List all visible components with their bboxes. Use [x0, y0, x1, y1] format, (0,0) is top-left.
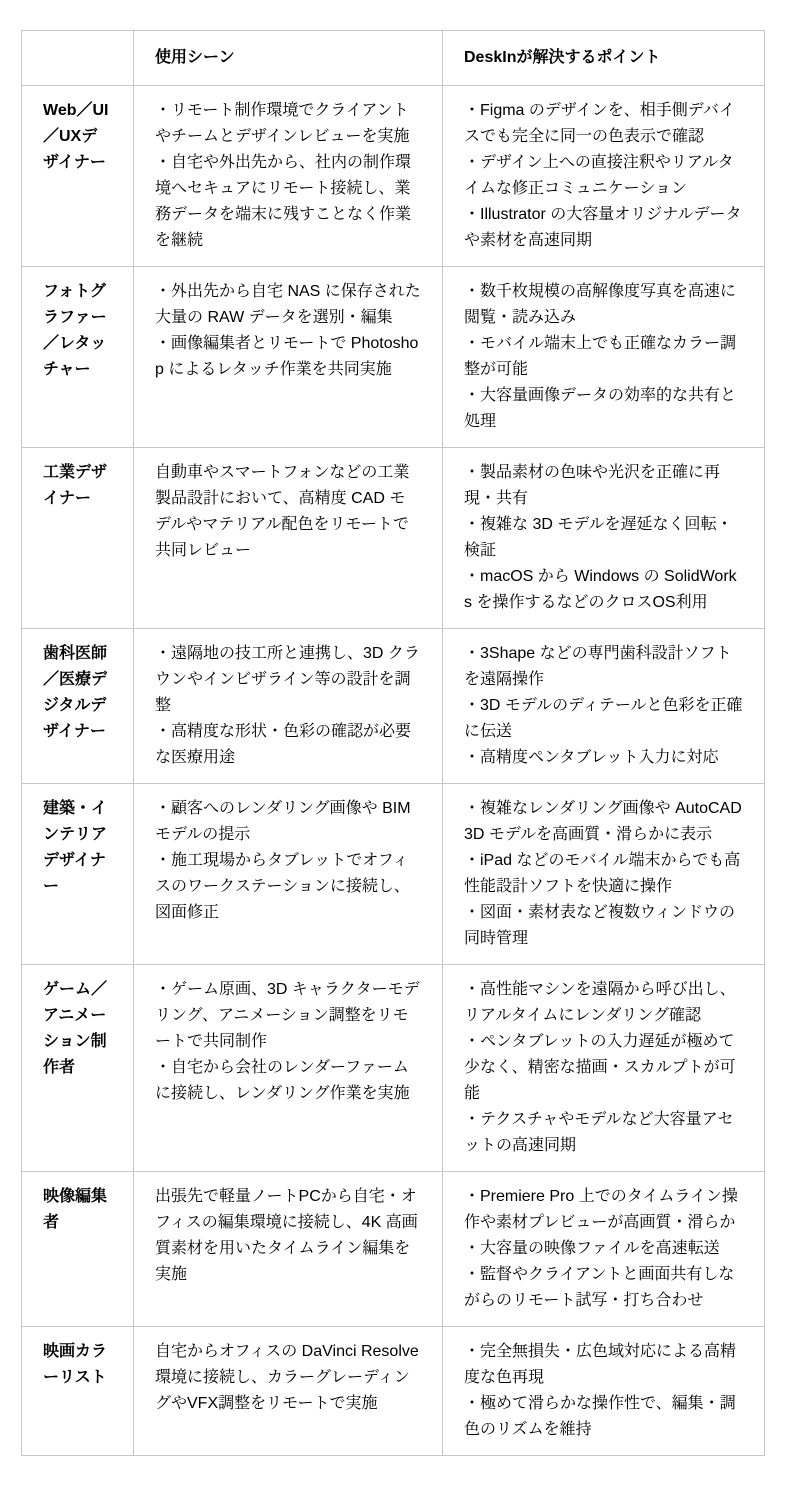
scene-item: ・ゲーム原画、3D キャラクターモデリング、アニメーション調整をリモートで共同制作 — [155, 981, 420, 1050]
scene-item: 自宅からオフィスの DaVinci Resolve 環境に接続し、カラーグレーディングやVFX調整をリモートで実施 — [155, 1343, 419, 1412]
table-header-row — [22, 31, 765, 86]
scene-item: 出張先で軽量ノートPCから自宅・オフィスの編集環境に接続し、4K 高画質素材を用いたタイムライン編集を実施 — [155, 1188, 418, 1283]
usage-scene-cell — [134, 629, 443, 784]
point-item: ・Figma のデザインを、相手側デバイスでも完全に同一の色表示で確認 — [464, 102, 735, 145]
solution-point-cell — [443, 448, 765, 629]
point-item: ・3Shape などの専門歯科設計ソフトを遠隔操作 — [464, 645, 732, 688]
col-header-scenes: 使用シーン — [134, 31, 443, 86]
scene-item: ・自宅や外出先から、社内の制作環境へセキュアにリモート接続し、業務データを端末に残すことなく作業を継続 — [155, 154, 412, 249]
solution-point-cell — [443, 965, 765, 1172]
usage-scene-cell — [134, 267, 443, 448]
point-item: ・高精度ペンタブレット入力に対応 — [464, 749, 719, 766]
col-header-role — [22, 31, 134, 86]
scene-item: ・施工現場からタブレットでオフィスのワークステーションに接続し、図面修正 — [155, 852, 410, 921]
row-label: 歯科医師／医療デジタルデザイナー — [22, 629, 134, 784]
point-item: ・製品素材の色味や光沢を正確に再現・共有 — [464, 464, 721, 507]
point-item: ・大容量画像データの効率的な共有と処理 — [464, 387, 737, 430]
point-item: ・高性能マシンを遠隔から呼び出し、リアルタイムにレンダリング確認 — [464, 981, 736, 1024]
table-row — [22, 1172, 765, 1327]
row-label: 工業デザイナー — [22, 448, 134, 629]
point-item: ・Illustrator の大容量オリジナルデータや素材を高速同期 — [464, 206, 742, 249]
point-item: ・デザイン上への直接注釈やリアルタイムな修正コミュニケーション — [464, 154, 734, 197]
scene-item: ・自宅から会社のレンダーファームに接続し、レンダリング作業を実施 — [155, 1059, 410, 1102]
scene-item: ・顧客へのレンダリング画像や BIM モデルの提示 — [155, 800, 411, 843]
point-item: ・テクスチャやモデルなど大容量アセットの高速同期 — [464, 1111, 734, 1154]
usage-scene-cell — [134, 965, 443, 1172]
point-item: ・完全無損失・広色域対応による高精度な色再現 — [464, 1343, 737, 1386]
solution-point-cell — [443, 784, 765, 965]
table-row — [22, 86, 765, 267]
point-item: ・Premiere Pro 上でのタイムライン操作や素材プレビューが高画質・滑らか — [464, 1188, 738, 1231]
scene-item: ・リモート制作環境でクライアントやチームとデザインレビューを実施 — [155, 102, 410, 145]
table-row — [22, 267, 765, 448]
usage-scene-cell — [134, 1172, 443, 1327]
point-item: ・監督やクライアントと画面共有しながらのリモート試写・打ち合わせ — [464, 1266, 735, 1309]
point-item: ・iPad などのモバイル端末からでも高性能設計ソフトを快適に操作 — [464, 852, 741, 895]
table-row — [22, 965, 765, 1172]
scene-item: ・画像編集者とリモートで Photoshop によるレタッチ作業を共同実施 — [155, 335, 419, 378]
solution-point-cell — [443, 86, 765, 267]
use-case-table — [21, 30, 765, 1456]
point-item: ・数千枚規模の高解像度写真を高速に閲覧・読み込み — [464, 283, 737, 326]
point-item: ・極めて滑らかな操作性で、編集・調色のリズムを維持 — [464, 1395, 736, 1438]
row-label: Web／UI／UXデザイナー — [22, 86, 134, 267]
point-item: ・複雑な 3D モデルを遅延なく回転・検証 — [464, 516, 733, 559]
solution-point-cell — [443, 1172, 765, 1327]
table-row — [22, 784, 765, 965]
solution-point-cell — [443, 267, 765, 448]
usage-scene-cell — [134, 448, 443, 629]
row-label: 映像編集者 — [22, 1172, 134, 1327]
point-item: ・ペンタブレットの入力遅延が極めて少なく、精密な描画・スカルプトが可能 — [464, 1033, 736, 1102]
point-item: ・macOS から Windows の SolidWorks を操作するなどのクロスOS利用 — [464, 568, 737, 611]
point-item: ・3D モデルのディテールと色彩を正確に伝送 — [464, 697, 743, 740]
col-header-points: DeskInが解決するポイント — [443, 31, 765, 86]
point-item: ・モバイル端末上でも正確なカラー調整が可能 — [464, 335, 737, 378]
usage-scene-cell — [134, 1327, 443, 1456]
point-item: ・図面・素材表など複数ウィンドウの同時管理 — [464, 904, 736, 947]
row-label: フォトグラファー／レタッチャー — [22, 267, 134, 448]
row-label: 建築・インテリアデザイナー — [22, 784, 134, 965]
row-label: ゲーム／アニメーション制作者 — [22, 965, 134, 1172]
row-label: 映画カラーリスト — [22, 1327, 134, 1456]
usage-scene-cell — [134, 86, 443, 267]
point-item: ・複雑なレンダリング画像や AutoCAD 3D モデルを高画質・滑らかに表示 — [464, 800, 742, 843]
scene-item: ・遠隔地の技工所と連携し、3D クラウンやインビザライン等の設計を調整 — [155, 645, 420, 714]
table-row — [22, 448, 765, 629]
scene-item: ・外出先から自宅 NAS に保存された大量の RAW データを選別・編集 — [155, 283, 421, 326]
scene-item: 自動車やスマートフォンなどの工業製品設計において、高精度 CAD モデルやマテリアル配色をリモートで共同レビュー — [155, 464, 410, 559]
point-item: ・大容量の映像ファイルを高速転送 — [464, 1240, 720, 1257]
solution-point-cell — [443, 629, 765, 784]
scene-item: ・高精度な形状・色彩の確認が必要な医療用途 — [155, 723, 412, 766]
table-row — [22, 629, 765, 784]
usage-scene-cell — [134, 784, 443, 965]
solution-point-cell — [443, 1327, 765, 1456]
table-row — [22, 1327, 765, 1456]
